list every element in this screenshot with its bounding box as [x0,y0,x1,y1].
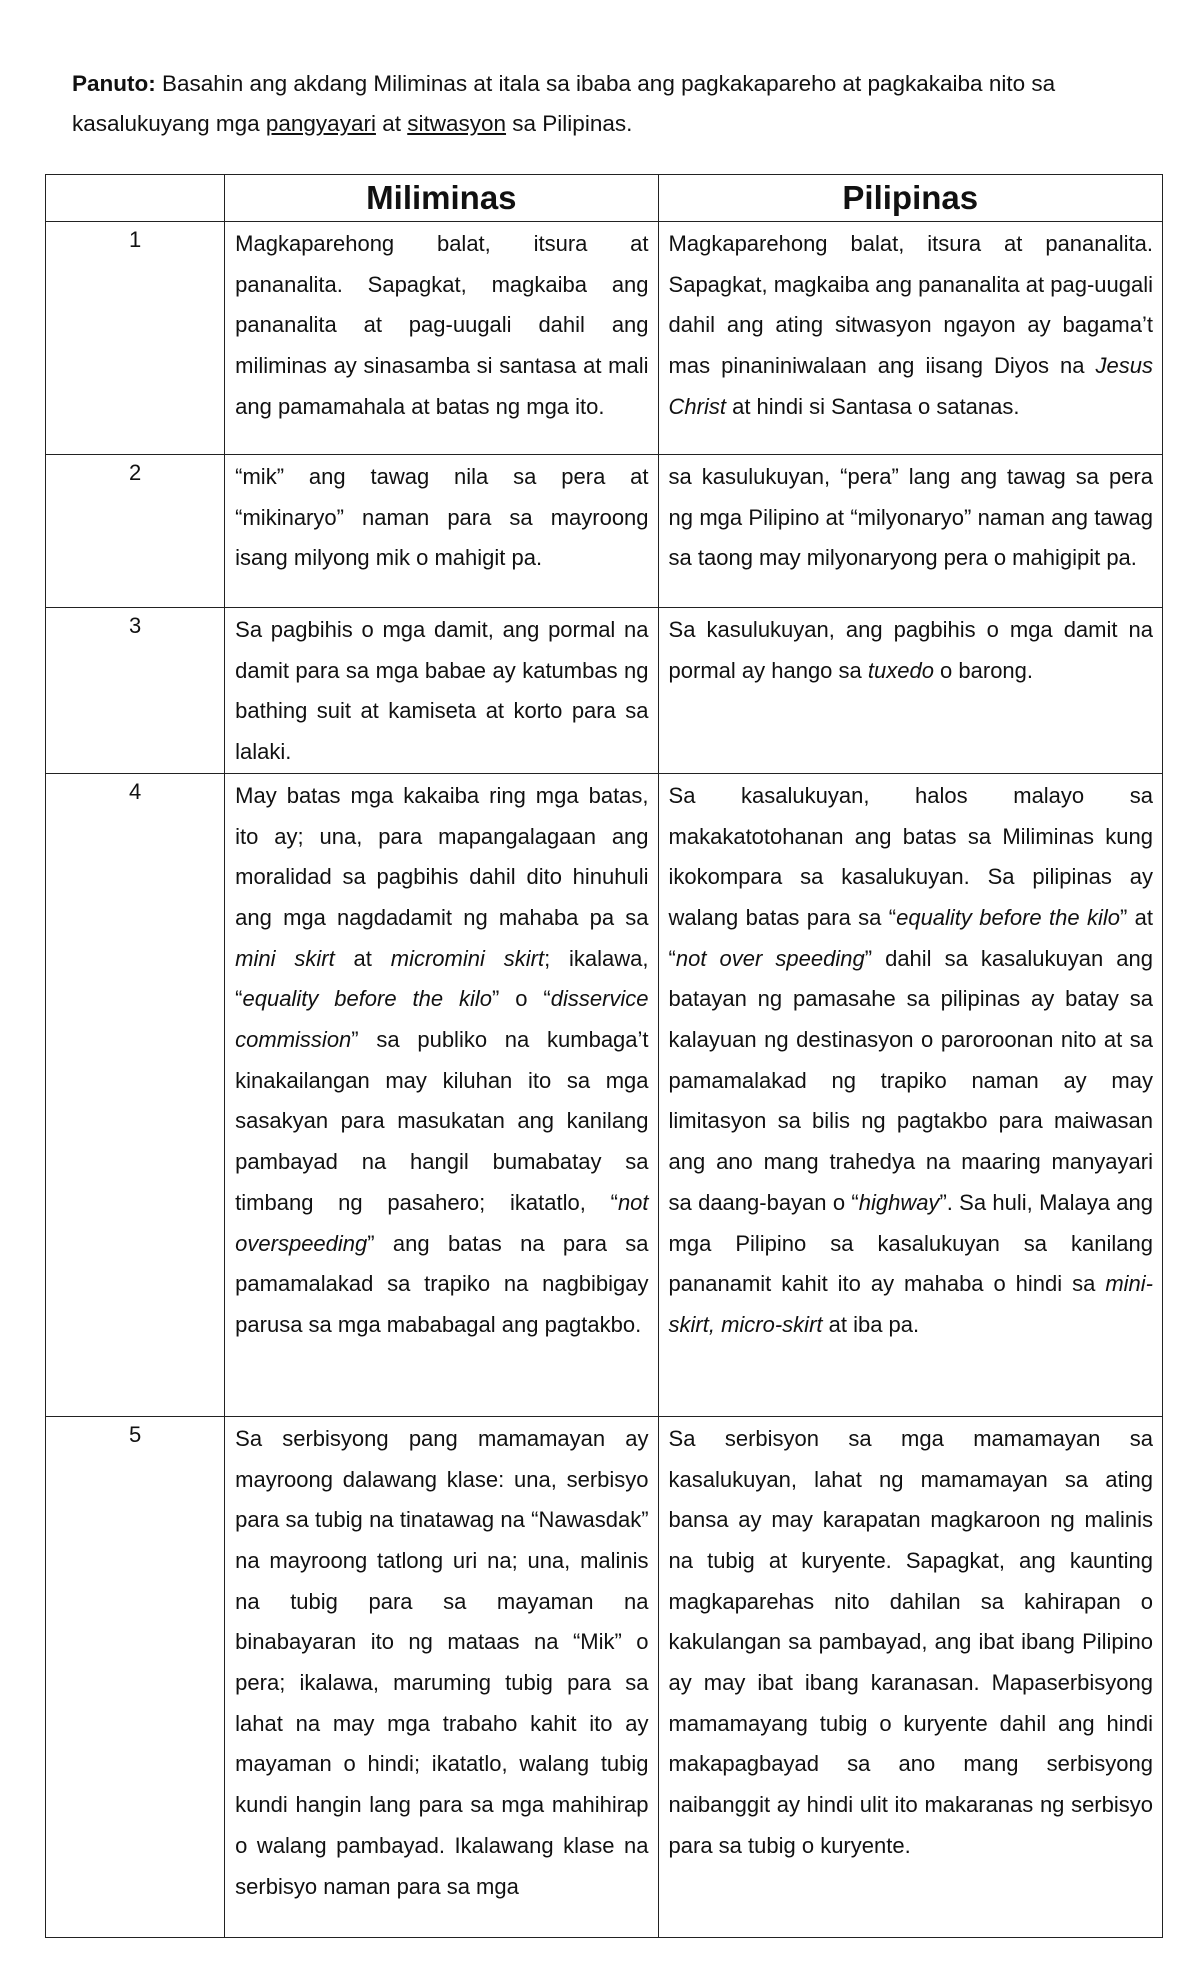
pilipinas-cell [658,455,1162,608]
instruction-text-middle: at [375,111,408,136]
pilipinas-text: sa kasulukuyan, “pera” lang ang tawag sa pera ng mga Pilipino at “milyonaryo” naman ang tawag sa taong may milyonaryong pera o mahigipit pa. [668,464,1153,571]
row-number: 2 [46,455,225,608]
miliminas-cell [225,1416,658,1937]
header-row [46,175,1163,222]
miliminas-text: May batas mga kakaiba ring mga batas, ito ay; una, para mapangalagaan ang moralidad sa pagbihis dahil dito hinuhuli ang mga nagdadamit ng mahaba pa sa mini skirt at micromini skirt; ikalawa, “equality before the kilo” o “disservice commission” sa publiko na kumbaga’t kinakailangan may kiluhan ito sa mga sasakyan para masukatan ang kanilang pambayad na hangil bumabatay sa timbang ng pasahero; ikatatlo, “not overspeeding” ang batas na para sa pamamalakad sa trapiko na nagbibigay parusa sa mga mababagal ang pagtakbo. [235,782,649,1337]
pilipinas-text: Sa kasalukuyan, halos malayo sa makakatotohanan ang batas sa Miliminas kung ikokompara sa kasalukuyan. Sa pilipinas ay walang batas para sa “equality before the kilo” at “not over speeding” dahil sa kasalukuyan ang batayan ng pamasahe sa pilipinas ay batay sa kalayuan ng destinasyon o paroroonan nito at sa pamamalakad ng trapiko naman ay may limitasyon sa bilis ng pagtakbo para maiwasan ang ano mang trahedya na maaring manyayari sa daang-bayan o “highway”. Sa huli, Malaya ang mga Pilipino sa kasalukuyan sa kanilang pananamit kahit ito ay mahaba o hindi sa mini-skirt, micro-skirt at iba pa. [668,782,1154,1337]
instruction-paragraph [72,64,1132,144]
row-number: 1 [46,222,225,455]
miliminas-cell [225,455,658,608]
instruction-text: Basahin ang akdang Miliminas at itala sa ibaba ang pagkakapareho at pagkakaiba nito sa kasalukuyang mga [72,71,1056,136]
underlined-word-pangyayari: pangyayari [265,111,376,136]
pilipinas-cell [658,222,1162,455]
table-row [46,455,1163,608]
row-number: 3 [46,608,225,774]
miliminas-cell [225,773,658,1416]
pilipinas-cell [658,773,1162,1416]
table-row [46,1416,1163,1937]
miliminas-text: “mik” ang tawag nila sa pera at “mikinaryo” naman para sa mayroong isang milyong mik o mahigit pa. [235,464,649,571]
pilipinas-text: Sa kasulukuyan, ang pagbihis o mga damit na pormal ay hango sa tuxedo o barong. [668,617,1153,683]
pilipinas-text: Magkaparehong balat, itsura at pananalita. Sapagkat, magkaiba ang pananalita at pag-uugali dahil ang ating sitwasyon ngayon ay bagama’t mas pinaniniwalaan ang iisang Diyos na Jesus Christ at hindi si Santasa o satanas. [668,231,1153,419]
row-number: 5 [46,1416,225,1937]
underlined-word-sitwasyon: sitwasyon [407,111,507,136]
miliminas-cell [225,222,658,455]
instruction-text-end: sa Pilipinas. [506,111,633,136]
miliminas-text: Sa serbisyong pang mamamayan ay mayroong dalawang klase: una, serbisyo para sa tubig na tinatawag na “Nawasdak” na mayroong tatlong uri na; una, malinis na tubig para sa mayaman na binabayaran ito ng mataas na “Mik” o pera; ikalawa, maruming tubig para sa lahat na may mga trabaho kahit ito ay mayaman o hindi; ikatatlo, walang tubig kundi hangin lang para sa mga mahihirap o walang pambayad. Ikalawang klase na serbisyo naman para sa mga [235,1425,649,1899]
header-number [46,175,225,222]
pilipinas-cell [658,1416,1162,1937]
comparison-table [45,174,1163,1938]
row-number: 4 [46,773,225,1416]
table-row [46,222,1163,455]
instruction-label: Panuto: [72,71,156,96]
table-row [46,773,1163,1416]
miliminas-cell [225,608,658,774]
miliminas-text: Sa pagbihis o mga damit, ang pormal na damit para sa mga babae ay katumbas ng bathing suit at kamiseta at korto para sa lalaki. [235,617,649,765]
pilipinas-cell [658,608,1162,774]
table-row [46,608,1163,774]
pilipinas-text: Sa serbisyon sa mga mamamayan sa kasalukuyan, lahat ng mamamayan sa ating bansa ay may karapatan magkaroon ng malinis na tubig at kuryente. Sapagkat, ang kaunting magkaparehas nito dahilan sa kahirapan o kakulangan sa pambayad, ang ibat ibang Pilipino ay may ibat ibang karanasan. Mapaserbisyong mamamayang tubig o kuryente dahil ang hindi makapagbayad sa ano mang serbisyong naibanggit ay hindi ulit ito makaranas ng serbisyo para sa tubig o kuryente. [668,1425,1153,1858]
miliminas-text: Magkaparehong balat, itsura at pananalita. Sapagkat, magkaiba ang pananalita at pag-uugali dahil ang miliminas ay sinasamba si santasa at mali ang pamamahala at batas ng mga ito. [235,231,649,419]
header-pilipinas: Pilipinas [658,175,1162,222]
header-miliminas: Miliminas [225,175,658,222]
